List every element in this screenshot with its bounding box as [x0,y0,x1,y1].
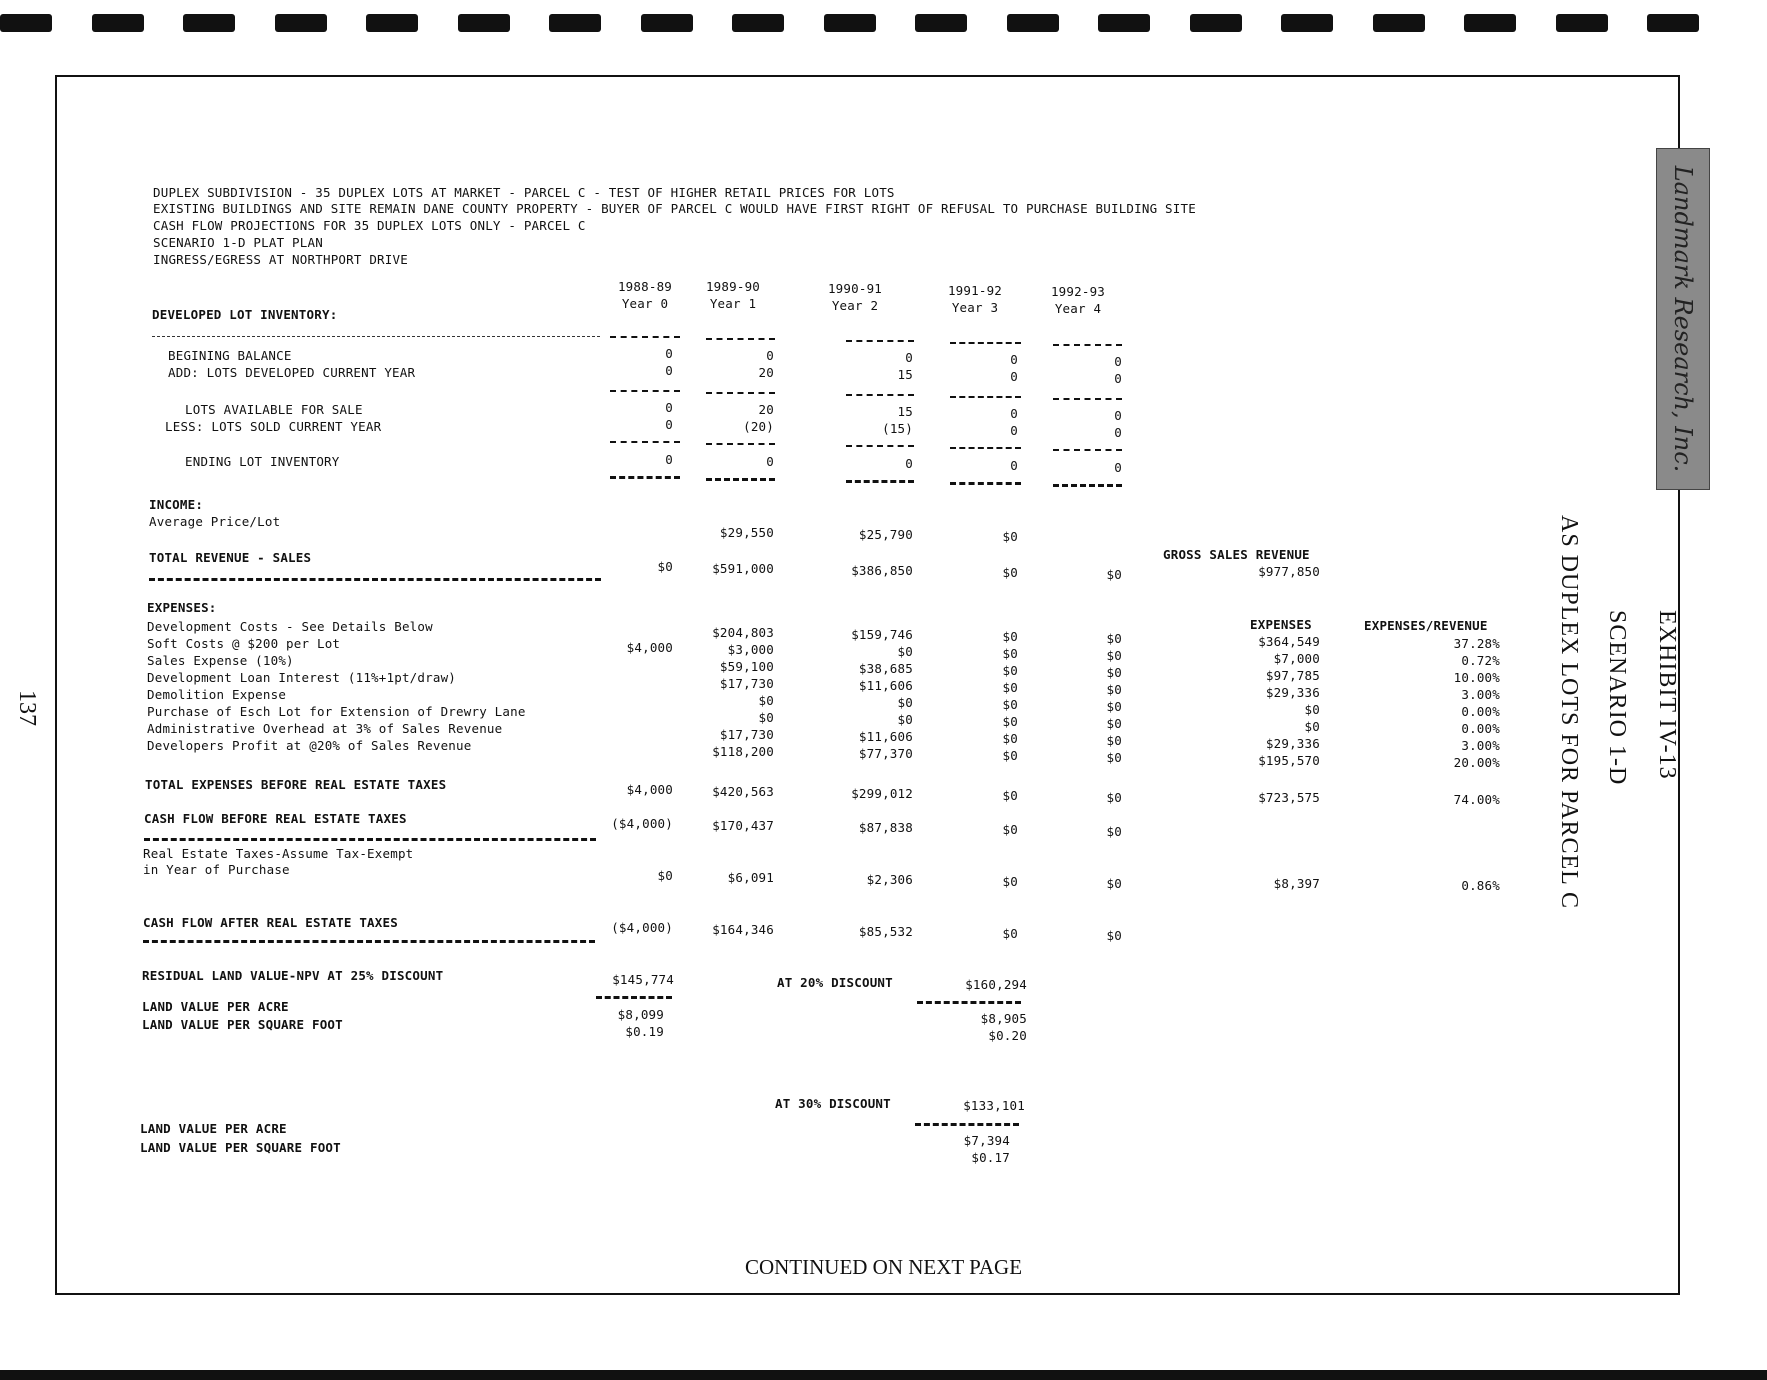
binder-hole [549,14,601,32]
divider [917,1001,1021,1004]
expense-value-cell: $0 [1106,682,1122,697]
expense-total: $29,336 [1265,685,1320,700]
expense-value-cell: $0 [1002,748,1018,763]
expense-value-cell: $0 [1106,648,1122,663]
expense-total: $364,549 [1258,634,1320,649]
inventory-value-cell: (15) [882,421,913,436]
scenario-title: SCENARIO 1-D [1604,610,1630,786]
inventory-value-cell: 0 [1114,425,1122,440]
total-revenue-cell: $386,850 [851,563,913,578]
inventory-value-cell: (20) [743,419,774,434]
residual-label: RESIDUAL LAND VALUE-NPV AT 25% DISCOUNT [142,968,444,983]
taxes-total: $8,397 [1273,876,1320,891]
column-rule [610,390,680,392]
cashflow-after-cell: ($4,000) [611,920,673,935]
inventory-row-label: BEGINING BALANCE [168,348,292,363]
col-period-4: 1992-93 [1050,284,1106,299]
expense-value-cell: $0 [1106,631,1122,646]
taxes-label-1: Real Estate Taxes-Assume Tax-Exempt [143,846,414,861]
column-rule [706,478,775,481]
expense-ratio: 3.00% [1461,687,1500,702]
alt30-acre-label: LAND VALUE PER ACRE [140,1121,287,1136]
binder-hole [1373,14,1425,32]
binder-hole [183,14,235,32]
inventory-value-cell: 0 [665,363,673,378]
expense-ratio: 20.00% [1453,755,1500,770]
divider [144,838,596,841]
total-expenses-label: TOTAL EXPENSES BEFORE REAL ESTATE TAXES [145,777,447,792]
binder-hole [1190,14,1242,32]
column-rule [706,443,775,445]
header-line-2: EXISTING BUILDINGS AND SITE REMAIN DANE COUNTY PROPERTY - BUYER OF PARCEL C WOULD HAVE FIRST RIGHT OF REFUSAL TO PURCHASE BUILDING SITE [153,201,1196,216]
inventory-row-label: LOTS AVAILABLE FOR SALE [185,402,363,417]
inventory-value-cell: 15 [897,367,913,382]
inventory-value-cell: 0 [905,350,913,365]
total-revenue-cell: $0 [1002,565,1018,580]
expense-value-cell: $0 [1106,665,1122,680]
expense-value-cell: $0 [1106,716,1122,731]
cashflow-before-cell: $0 [1002,822,1018,837]
header-line-5: INGRESS/EGRESS AT NORTHPORT DRIVE [153,252,408,267]
per-acre-label: LAND VALUE PER ACRE [142,999,289,1014]
header-line-4: SCENARIO 1-D PLAT PLAN [153,235,323,250]
total-expense-cell: $299,012 [851,786,913,801]
cashflow-after-cell: $0 [1106,928,1122,943]
col-period-3: 1991-92 [947,283,1003,298]
total-expense-cell: $4,000 [626,782,673,797]
ratio-col-header: EXPENSES/REVENUE [1364,618,1488,633]
total-revenue-cell: $591,000 [712,561,774,576]
total-expense-cell: $0 [1106,790,1122,805]
inventory-row-label: LESS: LOTS SOLD CURRENT YEAR [165,419,382,434]
tax-cell: $2,306 [866,872,913,887]
expense-row-label: Administrative Overhead at 3% of Sales Revenue [147,721,503,736]
expense-value-cell: $59,100 [719,659,774,674]
inventory-value-cell: 0 [1010,458,1018,473]
col-period-2: 1990-91 [827,281,883,296]
expense-row-label: Development Costs - See Details Below [147,619,433,634]
expense-value-cell: $0 [1106,699,1122,714]
expenses-heading: EXPENSES: [147,600,217,615]
gross-sales-value: $977,850 [1258,564,1320,579]
divider [596,996,672,999]
inventory-value-cell: 15 [897,404,913,419]
expense-row-label: Demolition Expense [147,687,287,702]
alt30-sqft-label: LAND VALUE PER SQUARE FOOT [140,1140,341,1155]
residual-value: $145,774 [612,972,674,987]
divider [149,578,601,581]
inventory-value-cell: 0 [1114,460,1122,475]
binder-hole [458,14,510,32]
binder-hole [1007,14,1059,32]
taxes-label-2: in Year of Purchase [143,862,290,877]
alt30-value: $133,101 [963,1098,1025,1113]
col-period-0: 1988-89 [617,279,673,294]
avg-price-cell: $29,550 [719,525,774,540]
total-expenses-sum: $723,575 [1258,790,1320,805]
binder-hole [824,14,876,32]
expense-ratio: 0.00% [1461,721,1500,736]
header-line-1: DUPLEX SUBDIVISION - 35 DUPLEX LOTS AT MARKET - PARCEL C - TEST OF HIGHER RETAIL PRICES FOR LOTS [153,185,895,200]
column-rule [950,447,1021,449]
inventory-value-cell: 0 [665,452,673,467]
expense-value-cell: $3,000 [727,642,774,657]
inventory-value-cell: 0 [665,400,673,415]
income-heading: INCOME: [149,497,204,512]
expense-value-cell: $159,746 [851,627,913,642]
binder-hole [275,14,327,32]
inventory-heading: DEVELOPED LOT INVENTORY: [152,307,338,322]
expense-row-label: Purchase of Esch Lot for Extension of Drewry Lane [147,704,526,719]
column-rule [846,340,914,342]
col-year-0: Year 0 [621,296,669,311]
taxes-ratio: 0.86% [1461,878,1500,893]
cashflow-after-cell: $0 [1002,926,1018,941]
expense-value-cell: $4,000 [626,640,673,655]
per-sqft-label: LAND VALUE PER SQUARE FOOT [142,1017,343,1032]
col-year-1: Year 1 [709,296,757,311]
expense-ratio: 0.00% [1461,704,1500,719]
tax-cell: $0 [1002,874,1018,889]
inventory-value-cell: 0 [665,417,673,432]
expense-value-cell: $0 [1002,731,1018,746]
binder-hole [1281,14,1333,32]
binder-hole [732,14,784,32]
total-expense-cell: $420,563 [712,784,774,799]
side-subtitle: AS DUPLEX LOTS FOR PARCEL C [1556,515,1582,909]
expense-row-label: Soft Costs @ $200 per Lot [147,636,341,651]
column-rule [1053,344,1122,346]
per-acre-value: $8,099 [617,1007,664,1022]
inventory-value-cell: 0 [766,348,774,363]
binder-hole [641,14,693,32]
total-revenue-cell: $0 [657,559,673,574]
column-rule [1053,449,1122,451]
avg-price-cell: $25,790 [858,527,913,542]
expense-total: $29,336 [1265,736,1320,751]
tax-cell: $6,091 [727,870,774,885]
col-year-3: Year 3 [951,300,999,315]
expense-row-label: Development Loan Interest (11%+1pt/draw) [147,670,457,685]
column-rule [610,441,680,443]
cashflow-after-cell: $164,346 [712,922,774,937]
column-rule [950,482,1021,485]
column-rule [706,338,775,340]
binder-hole [92,14,144,32]
alt30-sqft: $0.17 [971,1150,1010,1165]
total-revenue-label: TOTAL REVENUE - SALES [149,550,312,565]
divider [143,940,595,943]
inventory-value-cell: 0 [1114,354,1122,369]
inventory-value-cell: 0 [766,454,774,469]
logo-text: Landmark Research, Inc. [1669,165,1697,473]
alt30-label: AT 30% DISCOUNT [775,1096,891,1111]
cashflow-after-cell: $85,532 [858,924,913,939]
expenses-col-header: EXPENSES [1250,617,1312,632]
cashflow-before-cell: $87,838 [858,820,913,835]
expense-value-cell: $38,685 [858,661,913,676]
inventory-value-cell: 0 [665,346,673,361]
total-revenue-cell: $0 [1106,567,1122,582]
inventory-value-cell: 0 [1010,352,1018,367]
binder-hole [1098,14,1150,32]
column-rule [846,480,914,483]
expense-value-cell: $0 [1106,750,1122,765]
inventory-value-cell: 0 [1114,408,1122,423]
cashflow-before-label: CASH FLOW BEFORE REAL ESTATE TAXES [144,811,407,826]
expense-ratio: 3.00% [1461,738,1500,753]
expense-row-label: Developers Profit at @20% of Sales Revenue [147,738,472,753]
gross-sales-label: GROSS SALES REVENUE [1163,547,1310,562]
alt20-sqft: $0.20 [988,1028,1027,1043]
continued-footer: CONTINUED ON NEXT PAGE [744,1255,1023,1279]
divider [152,336,600,337]
expense-ratio: 0.72% [1461,653,1500,668]
inventory-value-cell: 20 [758,365,774,380]
inventory-value-cell: 0 [1010,369,1018,384]
inventory-value-cell: 0 [905,456,913,471]
column-rule [706,392,775,394]
col-year-2: Year 2 [831,298,879,313]
cashflow-before-cell: $0 [1106,824,1122,839]
binder-hole [1556,14,1608,32]
expense-value-cell: $0 [1002,663,1018,678]
tax-cell: $0 [657,868,673,883]
divider [915,1123,1019,1126]
company-logo [1656,148,1710,490]
inventory-value-cell: 0 [1010,423,1018,438]
cashflow-after-label: CASH FLOW AFTER REAL ESTATE TAXES [143,915,398,930]
binder-hole [1464,14,1516,32]
expense-total: $0 [1304,702,1320,717]
scan-edge [0,1370,1767,1380]
expense-value-cell: $0 [1002,629,1018,644]
column-rule [950,342,1021,344]
binder-hole [0,14,52,32]
expense-row-label: Sales Expense (10%) [147,653,294,668]
expense-value-cell: $0 [1002,714,1018,729]
alt20-acre: $8,905 [980,1011,1027,1026]
inventory-row-label: ENDING LOT INVENTORY [185,454,340,469]
avg-price-label: Average Price/Lot [149,514,281,529]
column-rule [1053,398,1122,400]
inventory-value-cell: 0 [1114,371,1122,386]
binder-hole [366,14,418,32]
expense-value-cell: $0 [1002,680,1018,695]
total-expenses-ratio: 74.00% [1453,792,1500,807]
expense-ratio: 37.28% [1453,636,1500,651]
expense-total: $7,000 [1273,651,1320,666]
binder-hole [915,14,967,32]
avg-price-cell: $0 [1002,529,1018,544]
cashflow-before-cell: $170,437 [712,818,774,833]
expense-value-cell: $17,730 [719,727,774,742]
expense-total: $97,785 [1265,668,1320,683]
column-rule [610,336,680,338]
exhibit-title: EXHIBIT IV-13 [1654,610,1680,780]
column-rule [610,476,680,479]
expense-value-cell: $0 [758,710,774,725]
alt20-value: $160,294 [965,977,1027,992]
expense-value-cell: $0 [1002,697,1018,712]
column-rule [1053,484,1122,487]
expense-value-cell: $77,370 [858,746,913,761]
expense-value-cell: $17,730 [719,676,774,691]
binder-holes [0,14,1767,34]
column-rule [846,394,914,396]
header-line-3: CASH FLOW PROJECTIONS FOR 35 DUPLEX LOTS ONLY - PARCEL C [153,218,586,233]
expense-value-cell: $11,606 [858,729,913,744]
expense-total: $0 [1304,719,1320,734]
expense-value-cell: $0 [758,693,774,708]
column-rule [846,445,914,447]
col-period-1: 1989-90 [705,279,761,294]
inventory-value-cell: 20 [758,402,774,417]
expense-value-cell: $0 [1106,733,1122,748]
expense-ratio: 10.00% [1453,670,1500,685]
total-expense-cell: $0 [1002,788,1018,803]
cashflow-before-cell: ($4,000) [611,816,673,831]
per-sqft-value: $0.19 [625,1024,664,1039]
page-number: 137 [14,690,40,726]
column-rule [950,396,1021,398]
expense-value-cell: $204,803 [712,625,774,640]
expense-value-cell: $0 [897,695,913,710]
tax-cell: $0 [1106,876,1122,891]
expense-value-cell: $0 [1002,646,1018,661]
alt30-acre: $7,394 [963,1133,1010,1148]
expense-value-cell: $118,200 [712,744,774,759]
inventory-value-cell: 0 [1010,406,1018,421]
binder-hole [1647,14,1699,32]
inventory-row-label: ADD: LOTS DEVELOPED CURRENT YEAR [168,365,416,380]
alt20-label: AT 20% DISCOUNT [777,975,893,990]
expense-value-cell: $0 [897,644,913,659]
expense-value-cell: $11,606 [858,678,913,693]
expense-value-cell: $0 [897,712,913,727]
expense-total: $195,570 [1258,753,1320,768]
col-year-4: Year 4 [1054,301,1102,316]
